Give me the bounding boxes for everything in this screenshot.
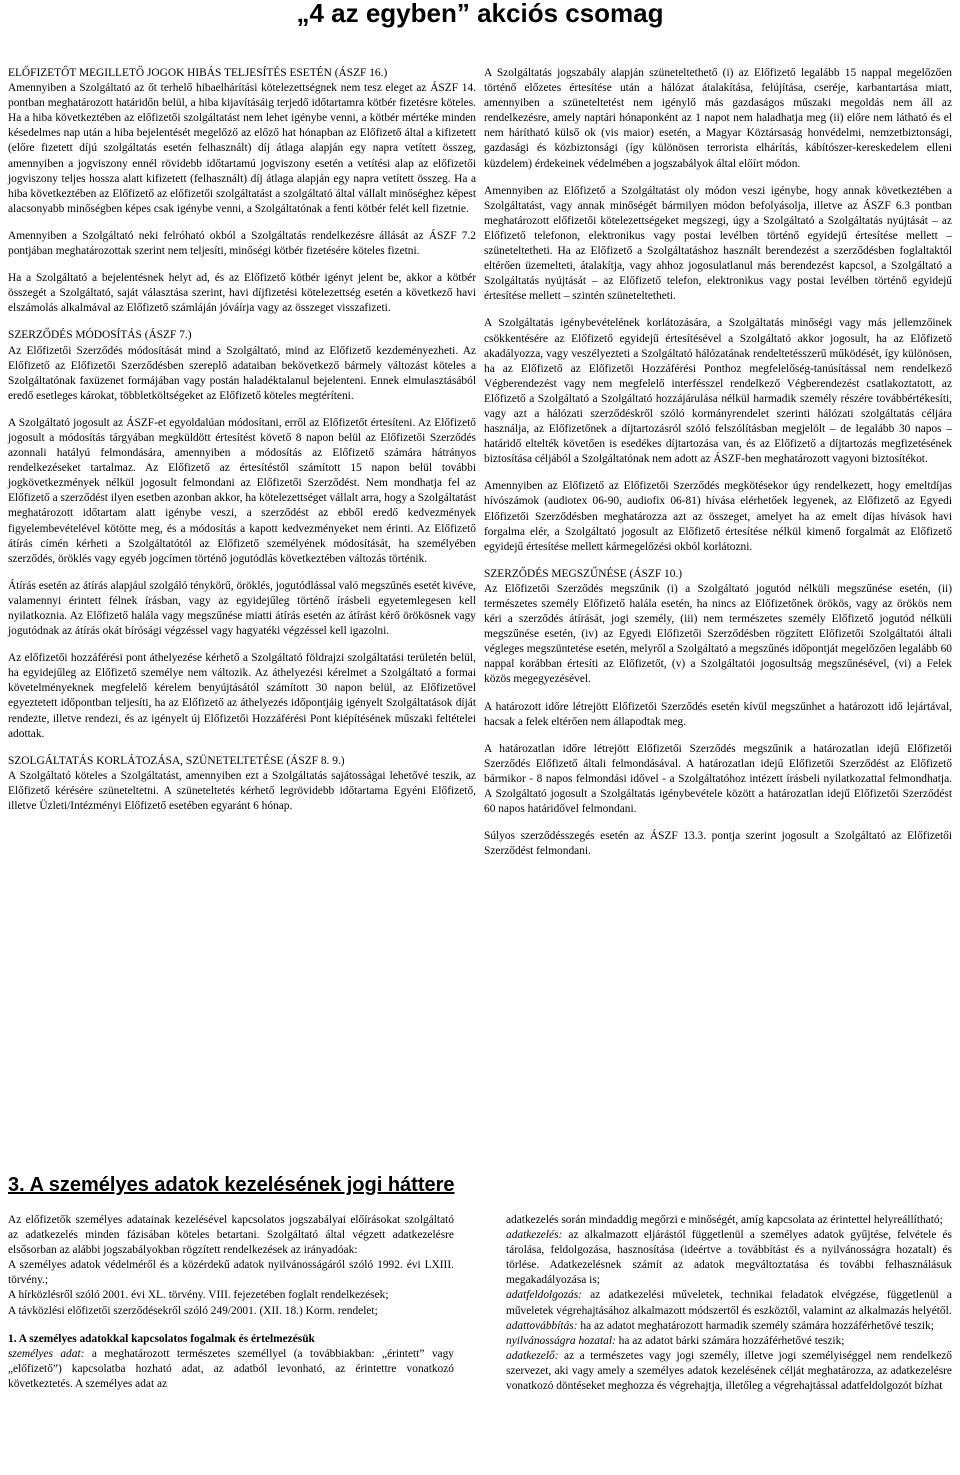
- definition-data-controller: [506, 1349, 952, 1394]
- paragraph: Ha a Szolgáltató a bejelentésnek helyt ad, és az Előfizető kötbér igényt jelent be, akkor a kötbér összegét a Szolgáltató, saját választása szerint, havi díjfizetési kötelezettség esetén a következő havi elszámolás alkalmával az Előfizető számláján jóváírja vagy az összeget visszafizeti.: [8, 272, 476, 315]
- paragraph: A Szolgáltatás igénybevételének korlátozására, a Szolgáltatás minőségi vagy más jellemzőinek csökkentésére az Előfizető egyidejű értesítésével a Szolgáltató akkor jogosult, ha az Előfizető akadályozza, vagy veszélyezteti a Szolgáltató hálózatának rendeltetésszerű működését, így különösen, ha az Előfizető az Előfizetői Hozzáférési Ponthoz megfelelőség-tanúsítással nem rendelkező Végberendezést vagy nem megfelelő interfésszel rendelkező Végberendezést csatlakoztatott, az Előfizető a Szolgáltató a Szolgáltató hozzájárulása nélkül harmadik személy részére továbbértékesíti, vagy azt a hálózati szerződéskről szóló kormányrendelet szerinti hálózati szolgáltatás céljára használja, az Előfizetőnek a díjtartozásról szóló felszólításban megjelölt – de legalább 30 napos – határidő eltelték követően is esedékes díjtartozása van, és az Előfizető a díjtartozás megfizetésének biztosítása céljából a Szolgáltatónak nem adott az ÁSZF-ben meghatározott vagyoni biztosítékot.: [484, 317, 952, 466]
- definition-publication: [506, 1334, 952, 1349]
- paragraph: Amennyiben az Előfizető a Szolgáltatást oly módon veszi igénybe, hogy annak következtében a Szolgáltatást, vagy annak minőségét bármilyen módon befolyásolja, illetve az ÁSZF 6.3 pontban meghatározott előfizetői kötelezettségeket megszegi, úgy a Szolgáltató a Szolgáltatás nyújtását – az Előfizető telefonon, elektronikus vagy postai levélben történő egyidejű értesítése mellett – szüneteltetheti. Ha az Előfizető a Szolgáltatáshoz használt berendezést a szerződésben foglaltaktól eltérően üzemelteti, átalakítja, vagy ahhoz jogosulatlanul más berendezést kapcsol, a Szolgáltató a Szolgáltatás nyújtását – az Előfizető telefon, elektronikus vagy postai levélben történő egyidejű értesítése mellett – szintén szüneteltetheti.: [484, 184, 952, 303]
- section-heading-contract-termination: SZERZŐDÉS MEGSZŰNÉSE (ÁSZF 10.): [484, 567, 683, 580]
- right-column: [484, 66, 952, 1096]
- definition-text: az adatkezelési műveletek, technikai feladatok elvégzése, függetlenül a műveletek végrehajtásához alkalmazott módszertől és eszköztől, valamint az alkalmazás helyétől.: [506, 1289, 952, 1317]
- section-3-body: [8, 1213, 952, 1471]
- definition-term: személyes adat:: [8, 1347, 85, 1360]
- paragraph: A Szolgáltató köteles a Szolgáltatást, amennyiben ezt a Szolgáltatás sajátosságai lehetővé teszik, az Előfizető kérésére szüneteltetni. A szüneteltetés kérhető legrövidebb időtartama Egyéni Előfizető, illetve Üzleti/Intézményi Előfizető esetében egyaránt 6 hónap.: [8, 769, 476, 813]
- law-list-item: A távközlési előfizetői szerződésekről szóló 249/2001. (XII. 18.) Korm. rendelet;: [8, 1304, 378, 1317]
- paragraph: Az előfizetői hozzáférési pont áthelyezése kérhető a Szolgáltató földrajzi szolgáltatási területén belül, ha egyidejűleg az Előfizető személye nem változik. Az áthelyezési kérelmet a Szolgáltató a formai követelményeknek megfelelő kérelem benyújtásától számított 30 napon belül, az Előfizetővel egyeztetett időpontban teljesíti, ha az Előfizető az áthelyezés időpontjáig igényelt Szolgáltatások díját rendezte, illetve rendezi, és az igényelt új Előfizetői Hozzáférési Pont kiépítésének műszaki feltételei adottak.: [8, 652, 476, 740]
- paragraph: Átírás esetén az átírás alapjául szolgáló ténykörű, öröklés, jogutódlással való megszűnés esetét kivéve, valamennyi érintett félnek írásban, vagy az egyidejűleg történő írásbeli egyetemlegesen kell nyilatkoznia. Az Előfizető halála vagy megszűnése miatti átírás esetén az átírást kérő örökösnek vagy jogutódnak az átírás okát bírósági végzéssel vagy hagyatéki végzéssel kell igazolni.: [8, 579, 476, 638]
- paragraph: Amennyiben a Szolgáltató neki felróható okból a Szolgáltatás rendelkezésre állását az ÁSZF 7.2 pontjában meghatározottak szerint nem teljesíti, minőségi kötbér fizetésére köteles fizetni.: [8, 229, 476, 258]
- left-column: [8, 66, 476, 1096]
- definition-term: adatfeldolgozás:: [506, 1289, 582, 1302]
- paragraph: Súlyos szerződésszegés esetén az ÁSZF 13.3. pontja szerint jogosult a Szolgáltató az Előfizetői Szerződést felmondani.: [484, 830, 952, 858]
- definition-term: adatkezelő:: [506, 1349, 559, 1362]
- paragraph: A határozott időre létrejött Előfizetői Szerződés esetén kívül megszűnhet a határozott idő lejártával, hacsak a felek eltérően nem állapodtak meg.: [484, 700, 952, 728]
- section-3-left-column: [8, 1213, 454, 1471]
- paragraph: A Szolgáltató jogosult az ÁSZF-et egyoldalúan módosítani, erről az Előfizetőt értesíteni. Az Előfizető jogosult a módosítás tárgyában megküldött értesítést követő 8 napon belül az Előfizetői Szerződés azonnali hatályú felmondására, amennyiben a módosítás az Előfizető számára hátrányos rendelkezéseket tartalmaz. Az Előfizető az értesítéstől számított 15 napon belül további jogkövetkezmények nélkül jogosult felmondani az Előfizetői Szerződést. Nem mondhatja fel az Előfizető a szerződést ilyen esetben azonban akkor, ha kötelezettséget vállalt arra, hogy a Szolgáltatást meghatározott időtartam alatt igénybe veszi, a szerződést az ebből eredő kedvezmények figyelembevételével kötötte meg, és a módosítás a kapott kedvezményeket nem érinti. Az Előfizető átírás címén kérheti a Szolgáltatótól az Előfizető személyének módosítását, ha személyében szerződés, öröklés vagy egyéb jogcímen történő jogutódlás következtében változás történik.: [8, 416, 476, 565]
- definition-text: a meghatározott természetes személlyel (a továbbiakban: „érintett” vagy „előfizető”) kapcsolatba hozható adat, az adatból levonható, az érintettre vonatkozó következtetés. A személyes adat az: [8, 1347, 454, 1390]
- section-3-title: 3. A személyes adatok kezelésének jogi háttere: [8, 1174, 455, 1196]
- paragraph: Az Előfizetői Szerződés módosítását mind a Szolgáltató, mind az Előfizető kezdeményezheti. Az Előfizető az Előfizetői Szerződésben szereplő adataiban bekövetkező bármely változást köteles a Szolgáltatónak faxüzenet formájában vagy postán haladéktalanul bejelenteni. Ennek elmulasztásából eredő esetleges károkat, többletköltségeket az Előfizető köteles megtéríteni.: [8, 344, 476, 402]
- paragraph: A Szolgáltatás jogszabály alapján szüneteltethető (i) az Előfizető legalább 15 nappal megelőzően történő előzetes értesítése után a hálózat átalakítása, felújítása, cseréje, karbantartása miatt, amennyiben a szüneteltetést nem igénylő más gazdaságos műszaki megoldás nem áll az rendelkezésre, amely naptári hónaponként az 1 napot nem haladhatja meg (ii) előre nem látható és el nem hárítható külső ok (vis maior) esetén, a Magyar Köztársaság honvédelmi, nemzetbiztonsági, gazdasági és közbiztonsági (így különösen terrorista elhárítás, kábítószer-kereskedelem elleni küzdelem) érdekeinek védelmében a jogszabályok által előírt módon.: [484, 67, 952, 170]
- paragraph: Az Előfizetői Szerződés megszűnik (i) a Szolgáltató jogutód nélküli megszűnése esetén, (ii) természetes személy Előfizető halála esetén, ha nincs az Előfizetőnek örökös, vagy az örökös nem kéri a szerződés átírását, jogi személy, (iii) nem természetes személy Előfizető jogutód nélküli megszűnése esetén, (iv) az Egyedi Előfizetői Szerződésben rögzített Előfizetői Szolgáltatói általi végleges megszüntetése esetén, melyről a Szolgáltató a megszűnés időpontját megelőzően legalább 60 nappal korábban értesíti az Előfizetőt, (v) a Szolgáltatói jogosultság megszűnésével, (vi) a Felek közös megegyezésével.: [484, 582, 952, 686]
- section-heading-contract-modification: SZERZŐDÉS MÓDOSÍTÁS (ÁSZF 7.): [8, 329, 192, 342]
- paragraph: Az előfizetők személyes adatainak kezelésével kapcsolatos jogszabályai előírásokat szolgáltató az adatkezelés minden fázisában köteles betartani. Szolgáltató által végzett adatkezelésre elsősorban az alábbi jogszabályokban rögzített rendelkezések az irányadóak:: [8, 1214, 454, 1257]
- definition-text: ha az adatot meghatározott harmadik személy számára hozzáférhetővé teszik;: [580, 1319, 934, 1332]
- document-title: „4 az egyben” akciós csomag: [296, 0, 664, 28]
- definition-text: ha az adatot bárki számára hozzáférhetővé teszik;: [618, 1334, 845, 1347]
- law-list-item: A személyes adatok védelméről és a közérdekű adatok nyilvánosságáról szóló 1992. évi LXIII. törvény.;: [8, 1259, 454, 1287]
- definition-data-handling: [506, 1288, 952, 1318]
- definition-data-processing: [506, 1228, 952, 1288]
- definition-personal-data: [8, 1347, 454, 1392]
- section-heading-faulty-performance: ELŐFIZETŐT MEGILLETŐ JOGOK HIBÁS TELJESÍTÉS ESETÉN (ÁSZF 16.): [8, 67, 388, 79]
- subsection-heading: 1. A személyes adatokkal kapcsolatos fogalmak és értelmezésük: [8, 1332, 315, 1345]
- section-3-right-column: [506, 1213, 952, 1471]
- definition-data-transfer: [506, 1319, 952, 1334]
- definition-term: adatkezelés:: [506, 1229, 563, 1242]
- definition-text: az alkalmazott eljárástól függetlenül a személyes adatok gyűjtése, felvétele és tárolása, feldolgozása, hasznosítása (ideértve a továbbítást és a nyilvánosságra hozatalt) és törlése. Adatkezelésnek számít az adatok megváltoztatása és további felhasználásuk megakadályozása is;: [506, 1229, 952, 1287]
- paragraph: Amennyiben az Előfizető az Előfizetői Szerződés megkötésekor úgy rendelkezett, hogy emeltdíjas hívószámok (audiotex 06-90, audiofix 06-81) hívása elérhetőek legyenek, az Előfizető az Egyedi Előfizetői Szerződésben meghatározza azt az összeget, amelyet ha az emelt díjas hívások havi forgalma elér, a Szolgáltató jogosult az Előfizető értesítése nélkül kimenő forgalmát az Előfizető egyidejű értesítése mellett kármegelőzési okból korlátozni.: [484, 480, 952, 553]
- definition-text: az a természetes vagy jogi személy, illetve jogi személyiséggel nem rendelkező szervezet, aki vagy amely a személyes adatok kezelésének célját meghatározza, az adatkezelésre vonatkozó döntéseket meghozza és végrehajtja, illetőleg a végrehajtással adatfeldolgozót bízhat: [506, 1349, 952, 1393]
- paragraph: A határozatlan időre létrejött Előfizetői Szerződés megszűnik a határozatlan idejű Előfizetői Szerződés Előfizető általi felmondásával. A határozatlan idejű Előfizetői Szerződést az Előfizető bármikor - 8 napos felmondási idővel - a Szolgáltatóhoz intézett írásbeli nyilatkozattal felmondhatja. A Szolgáltató jogosult a Szolgáltatás igénybevétele között a határozatlan idejű Előfizetői Szerződést 60 napos határidővel felmondani.: [484, 742, 952, 816]
- section-heading-service-restriction: SZOLGÁLTATÁS KORLÁTOZÁSA, SZÜNETELTETÉSE (ÁSZF 8. 9.): [8, 754, 345, 767]
- paragraph: Amennyiben a Szolgáltató az őt terhelő hibaelhárítási kötelezettségnek nem tesz eleget az ÁSZF 14. pontban meghatározott határidőn belül, a hiba kijavításáig terjedő időtartamra kötbér fizetésre köteles. Ha a hiba következtében az előfizetői szolgáltatást nem lehet igénybe venni, a kötbér mértéke minden késedelmes nap után a hiba bejelentését megelőző az előző hat hónapban az Előfizető által a kifizetett (előre fizetett díjú szolgáltatás esetén felhasznált) díj átlaga alapján egy napra vetített összeg, amennyiben a jogviszony ennél rövidebb időtartamú jogviszony esetén a vetítési alap az előfizetői jogviszony teljes hossza alatt kifizetett (felhasznált) díj átlaga alapján egy napra vetített összeg. Ha a hiba következtében az Előfizető az előfizetői szolgáltatást a szolgáltató által vállalt minőséghez képest alacsonyabb minőségben képes csak igénybe venni, a Szolgáltatónak a fenti kötbér felét kell fizetnie.: [8, 82, 476, 215]
- definition-term: nyilvánosságra hozatal:: [506, 1334, 616, 1347]
- paragraph: adatkezelés során mindaddig megőrzi e minőségét, amíg kapcsolata az érintettel helyreállítható;: [506, 1214, 943, 1226]
- law-list-item: A hírközlésről szóló 2001. évi XL. törvény. VIII. fejezetében foglalt rendelkezések;: [8, 1289, 389, 1302]
- two-column-body: [8, 66, 952, 1096]
- definition-term: adattovábbítás:: [506, 1319, 578, 1332]
